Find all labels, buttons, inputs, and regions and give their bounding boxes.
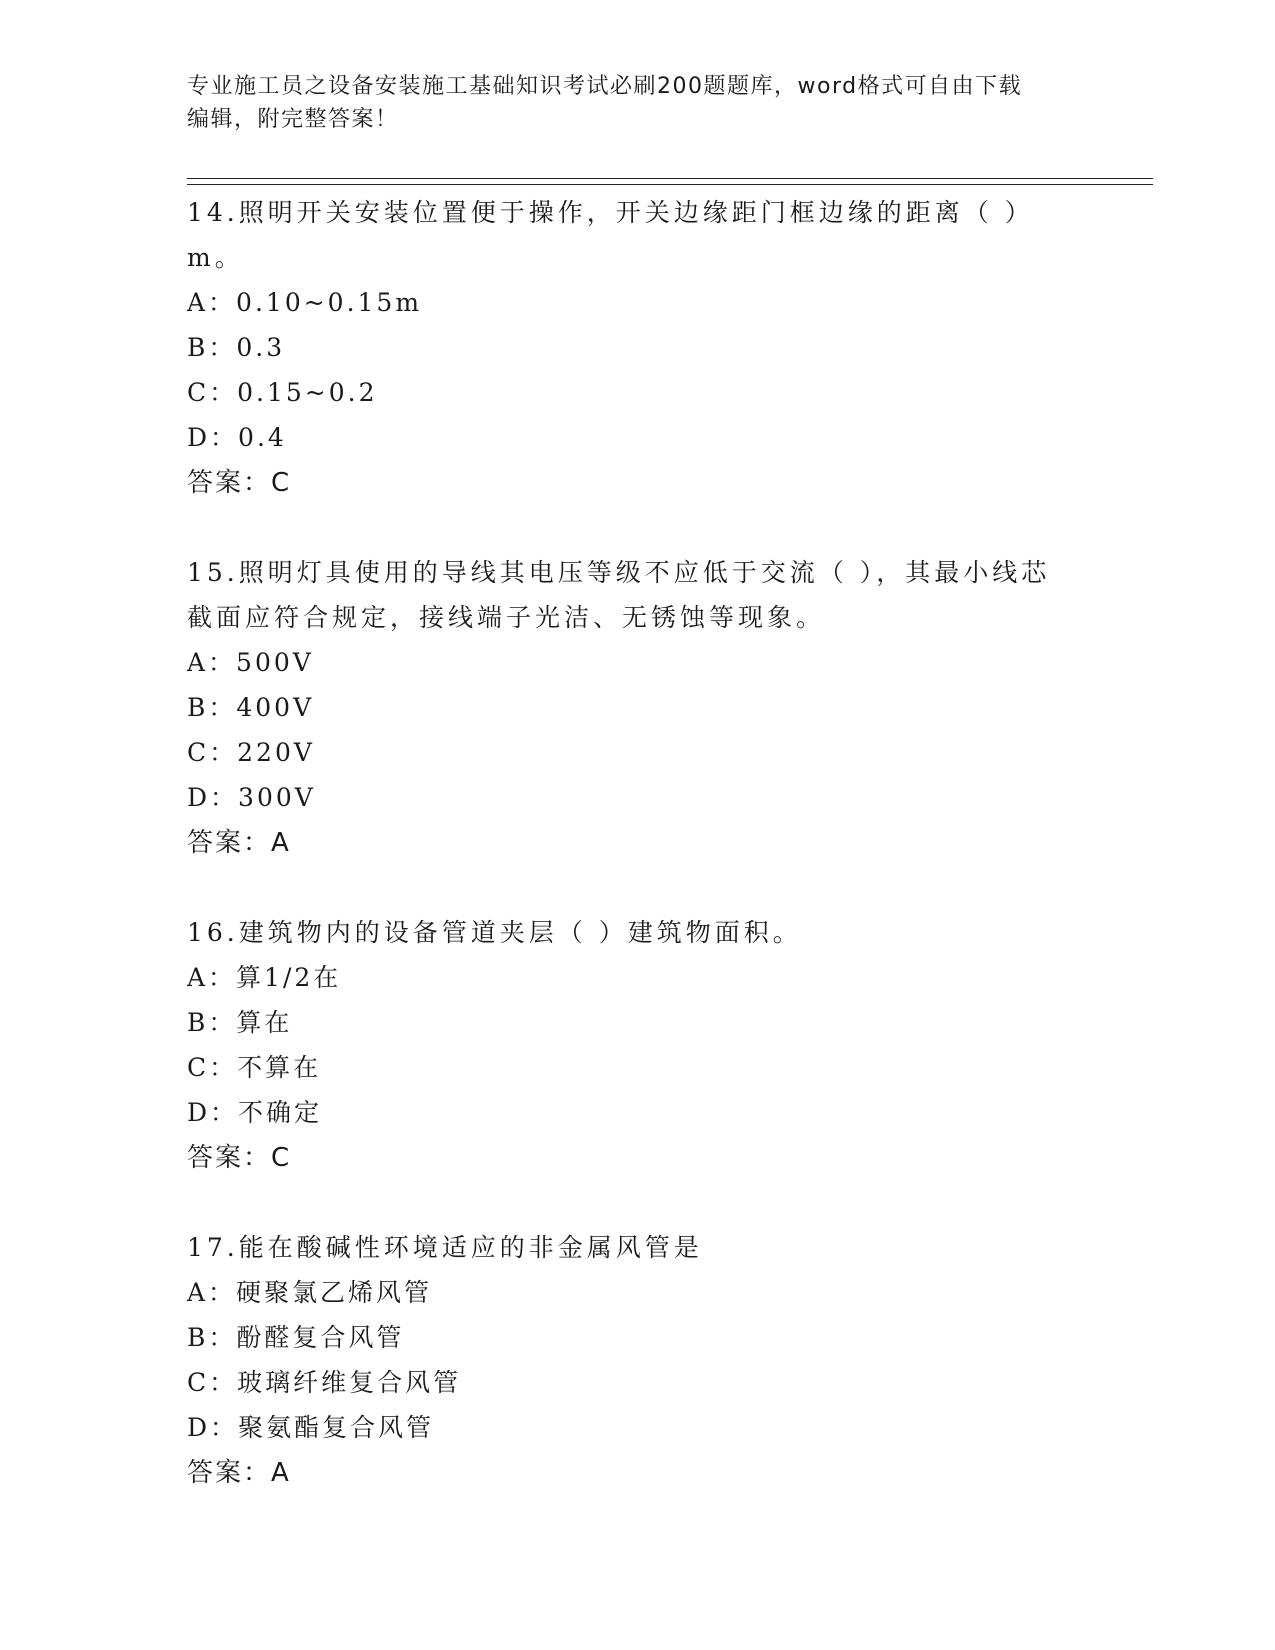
option-b: B：酚醛复合风管 [187, 1323, 405, 1352]
option-b: B：400V [187, 693, 315, 722]
question-15 [187, 550, 1087, 866]
answer: 答案：A [187, 828, 291, 858]
option-a: A：500V [187, 648, 314, 677]
option-c: C：玻璃纤维复合风管 [187, 1368, 462, 1397]
question-list [187, 190, 1087, 1496]
question-16 [187, 910, 1087, 1181]
header-line-1: 专业施工员之设备安装施工基础知识考试必刷200题题库，word格式可自由下载 [187, 74, 1023, 99]
answer: 答案：A [187, 1458, 291, 1488]
question-text: 15.照明灯具使用的导线其电压等级不应低于交流（ ），其最小线芯截面应符合规定，接线端子光洁、无锈蚀等现象。 [187, 558, 1051, 632]
question-14 [187, 190, 1087, 506]
question-text: 17.能在酸碱性环境适应的非金属风管是 [187, 1233, 703, 1262]
question-spacer [187, 1181, 1087, 1225]
option-d: D：300V [187, 783, 316, 812]
option-d: D：不确定 [187, 1098, 323, 1127]
option-b: B：算在 [187, 1008, 293, 1037]
header-divider-top [187, 178, 1153, 179]
option-a: A：算1/2在 [187, 963, 342, 992]
option-c: C：0.15~0.2 [187, 378, 378, 407]
option-a: A：硬聚氯乙烯风管 [187, 1278, 433, 1307]
option-b: B：0.3 [187, 333, 286, 362]
question-text: 14.照明开关安装位置便于操作，开关边缘距门框边缘的距离（ ）m。 [187, 198, 1034, 272]
option-a: A：0.10~0.15m [187, 288, 423, 317]
document-header [187, 70, 1087, 136]
header-text [187, 70, 1067, 136]
answer: 答案：C [187, 468, 292, 498]
option-c: C：不算在 [187, 1053, 322, 1082]
question-spacer [187, 506, 1087, 550]
option-d: D：0.4 [187, 423, 287, 452]
answer: 答案：C [187, 1143, 292, 1173]
question-spacer [187, 866, 1087, 910]
header-line-2: 编辑，附完整答案！ [187, 107, 399, 132]
question-17 [187, 1225, 1087, 1496]
option-d: D：聚氨酯复合风管 [187, 1413, 435, 1442]
question-text: 16.建筑物内的设备管道夹层（ ）建筑物面积。 [187, 918, 802, 947]
header-divider-bottom [187, 184, 1153, 185]
option-c: C：220V [187, 738, 315, 767]
